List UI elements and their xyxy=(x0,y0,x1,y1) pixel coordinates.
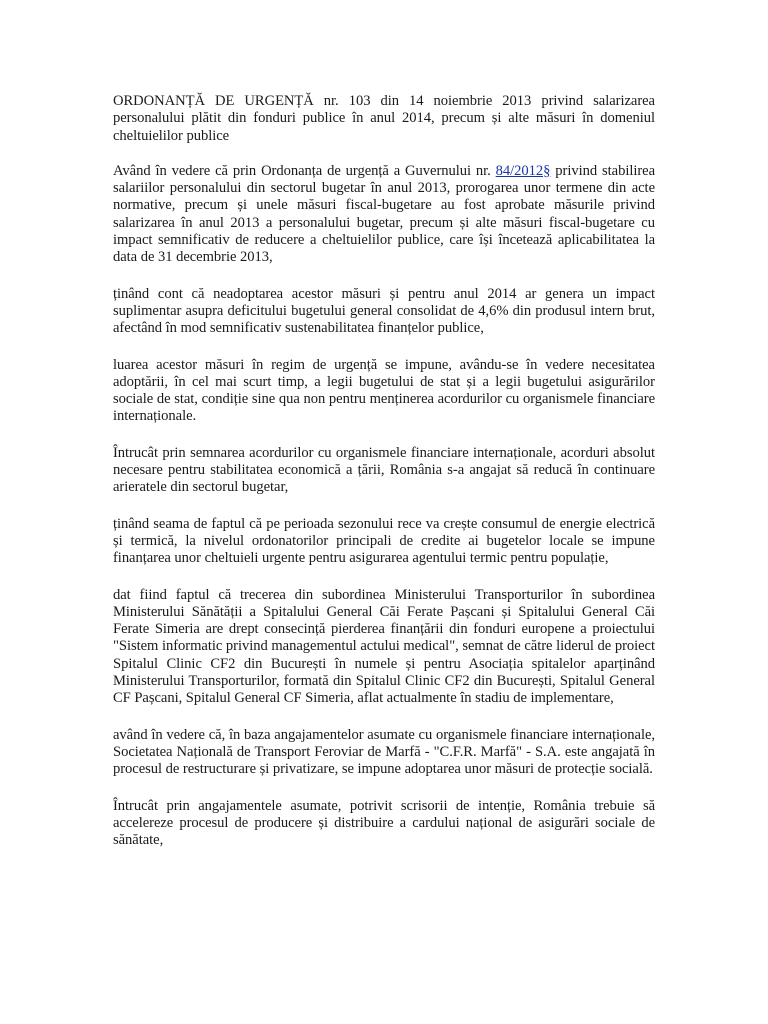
paragraph: luarea acestor măsuri în regim de urgență se impune, avându-se în vedere necesitatea adoptării, în cel mai scurt timp, a legii bugetului de stat și a legii bugetului asigurărilor sociale de stat, condiție sine qua non pentru menținerea acordurilor cu organismele financiare internaționale. xyxy=(113,356,655,425)
document-title: ORDONANȚĂ DE URGENȚĂ nr. 103 din 14 noiembrie 2013 privind salarizarea personalului plătit din fonduri publice în anul 2014, precum și alte măsuri în domeniul cheltuielilor publice xyxy=(113,93,655,144)
paragraph: ținând cont că neadoptarea acestor măsuri și pentru anul 2014 ar genera un impact suplimentar asupra deficitului bugetului general consolidat de 4,6% din produsul intern brut, afectând în mod semnificativ sustenabilitatea finanțelor publice, xyxy=(113,285,655,337)
document-body xyxy=(113,93,655,868)
paragraph: dat fiind faptul că trecerea din subordinea Ministerului Transporturilor în subordinea Ministerului Sănătății a Spitalului General Căi Ferate Pașcani și Spitalului General Căi Ferate Simeria are drept consecință pierderea finanțării din fonduri europene a proiectului "Sistem informatic privind managementul actului medical", semnat de către liderul de proiect Spitalul Clinic CF2 din București în numele și pentru Asociația spitalelor aparținând Ministerului Transporturilor, formată din Spitalul Clinic CF2 din București, Spitalul General CF Pașcani, Spitalul General CF Simeria, aflat actualmente în stadiu de implementare, xyxy=(113,586,655,707)
paragraph: Întrucât prin angajamentele asumate, potrivit scrisorii de intenție, România trebuie să accelereze procesul de producere și distribuire a cardului național de asigurări sociale de sănătate, xyxy=(113,797,655,849)
law-reference-link[interactable]: 84/2012§ xyxy=(495,162,551,179)
intro-text-after: privind stabilirea salariilor personalului din sectorul bugetar în anul 2013, prorogarea unor termene din acte normative, precum și unele măsuri fiscal-bugetare au fost aprobate măsurile privind salarizarea în anul 2013 a personalului bugetar, precum și alte măsuri fiscal-bugetare cu impact semnificativ de reducere a cheltuielilor publice, care își încetează aplicabilitatea la data de 31 decembrie 2013, xyxy=(113,162,655,266)
intro-paragraph xyxy=(113,163,655,267)
paragraph: ținând seama de faptul că pe perioada sezonului rece va crește consumul de energie electrică și termică, la nivelul ordonatorilor principali de credite ai bugetelor locale se impune finanțarea unor cheltuieli urgente pentru asigurarea agentului termic pentru populație, xyxy=(113,515,655,567)
paragraph: având în vedere că, în baza angajamentelor asumate cu organismele financiare internaționale, Societatea Națională de Transport Feroviar de Marfă - "C.F.R. Marfă" - S.A. este angajată în procesul de restructurare și privatizare, se impune adoptarea unor măsuri de protecție socială. xyxy=(113,726,655,778)
paragraph: Întrucât prin semnarea acordurilor cu organismele financiare internaționale, acorduri absolut necesare pentru stabilitatea economică a țării, România s-a angajat să reducă în continuare arieratele din sectorul bugetar, xyxy=(113,444,655,496)
intro-text-before: Având în vedere că prin Ordonanța de urgență a Guvernului nr. xyxy=(113,162,496,179)
